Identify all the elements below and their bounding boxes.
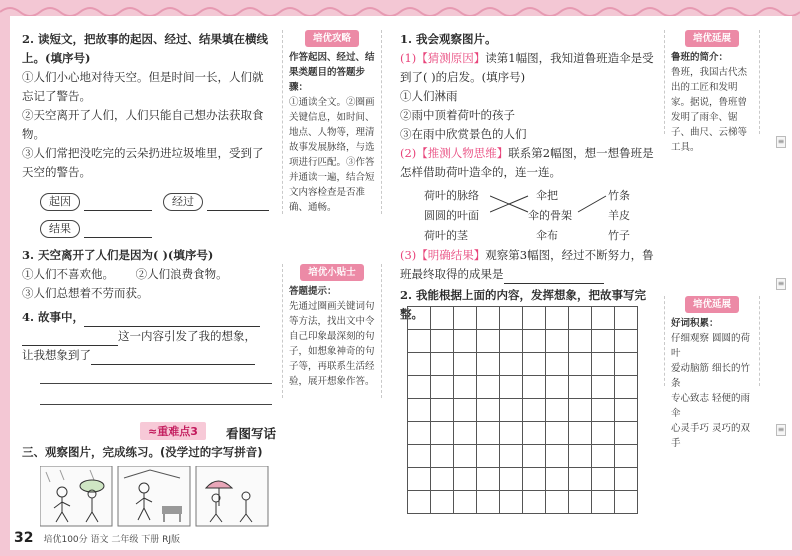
q2-option-1: ①人们小心地对待天空。但是时间一长，人们就忘记了警告。 bbox=[22, 70, 264, 103]
left-column bbox=[22, 30, 274, 182]
match-right-3[interactable]: 竹子 bbox=[608, 229, 630, 242]
r-q1-1-opt1: ①人们淋雨 bbox=[400, 89, 458, 103]
q4-line-5[interactable] bbox=[40, 404, 272, 405]
tip-2-body: 先通过圈画关键词句等方法，找出文中令自己印象最深刻的句子，如想象神奇的句子等，再联系生活经验，展开想象作答。 bbox=[289, 301, 375, 387]
process-label: 经过 bbox=[163, 193, 203, 211]
r-q1-3-tag: (3)【明确结果】 bbox=[400, 248, 486, 262]
match-mid-1[interactable]: 伞把 bbox=[536, 189, 558, 202]
r-q1-title: 1. 我会观察图片。 bbox=[400, 32, 497, 46]
q4-blank-1[interactable] bbox=[84, 313, 260, 327]
tip-2-heading: 答题提示： bbox=[289, 286, 337, 297]
tip-2-title: 培优小贴士 bbox=[300, 264, 364, 281]
word-1: 仔细观察 bbox=[671, 333, 710, 344]
tip-box-hint bbox=[282, 264, 382, 398]
r-q1-3-blank[interactable] bbox=[504, 270, 604, 284]
cause-blank[interactable] bbox=[84, 197, 152, 211]
side-2-words-row-3 bbox=[671, 391, 753, 421]
right-column bbox=[400, 30, 654, 182]
tip-1-heading: 作答起因、经过、结果类题目的答题步骤： bbox=[289, 52, 375, 93]
match-right-2[interactable]: 羊皮 bbox=[608, 209, 630, 222]
cause-label: 起因 bbox=[40, 193, 80, 211]
q2-title: 2. 读短文，把故事的起因、经过、结果填在横线上。(填序号) bbox=[22, 32, 269, 65]
q2-option-3: ③人们常把没吃完的云朵扔进垃圾堆里，受到了天空的警告。 bbox=[22, 146, 264, 179]
side-2-heading: 好词积累： bbox=[671, 318, 719, 329]
r-q1-1 bbox=[400, 49, 654, 87]
side-1-title: 培优延展 bbox=[685, 30, 739, 47]
picture-3 bbox=[196, 466, 268, 526]
side-box-luban bbox=[664, 30, 760, 153]
side-1-heading: 鲁班的简介： bbox=[671, 52, 729, 63]
q4-middle: 这一内容引发了我的想象， bbox=[118, 329, 256, 343]
q4-blank-3[interactable] bbox=[91, 351, 255, 365]
q4-line-4[interactable] bbox=[40, 383, 272, 384]
section-banner bbox=[140, 422, 206, 440]
page-number: 32 bbox=[14, 530, 34, 546]
section-title-wrap bbox=[218, 423, 276, 442]
section-title: 看图写话 bbox=[226, 426, 277, 441]
word-3: 爱动脑筋 bbox=[671, 363, 710, 374]
q3b-title: 三、观察图片，完成练习。(没学过的字写拼音) bbox=[22, 445, 263, 459]
match-line-3 bbox=[578, 196, 606, 212]
side-marker-2: ≡ bbox=[777, 279, 785, 288]
story-pictures bbox=[40, 466, 270, 528]
tip-box-strategy bbox=[282, 30, 382, 214]
r-q1-2-tag: (2)【推测人物思维】 bbox=[400, 146, 509, 160]
side-2-words-row-1 bbox=[671, 331, 753, 361]
word-6: 轻便的雨伞 bbox=[671, 393, 751, 419]
r-q2-title: 2. 我能根据上面的内容，发挥想象，把故事写完整。 bbox=[400, 288, 647, 321]
q4-line-3 bbox=[22, 346, 274, 365]
word-8: 灵巧的双手 bbox=[671, 423, 751, 449]
side-2-title: 培优延展 bbox=[685, 296, 739, 313]
match-lines bbox=[490, 190, 630, 230]
r-q1-2 bbox=[400, 144, 654, 182]
word-4: 细长的竹条 bbox=[671, 363, 751, 389]
process-blank[interactable] bbox=[207, 197, 269, 211]
q4-prefix: 4. 故事中， bbox=[22, 310, 85, 324]
tip-1-body: ①通读全文。②圈画关键信息，如时间、地点、人物等，理清故事发展脉络，与选项进行匹配。③作答并通读一遍，结合短文内容检查是否准确、通畅。 bbox=[289, 97, 375, 213]
side-2-words-row-4 bbox=[671, 421, 753, 451]
word-5: 专心致志 bbox=[671, 393, 710, 404]
q2-option-2: ②天空离开了人们，人们只能自己想办法获取食物。 bbox=[22, 108, 264, 141]
section-tag: ≈重难点3 bbox=[148, 425, 198, 438]
q4-suffix: 让我想象到了 bbox=[22, 348, 91, 362]
q4-blank-2[interactable] bbox=[22, 332, 118, 346]
match-left-2[interactable]: 圆圆的叶面 bbox=[424, 209, 479, 222]
q4-block bbox=[22, 308, 274, 365]
side-marker-1: ≡ bbox=[777, 137, 785, 146]
q3-options-row bbox=[22, 265, 274, 284]
result-label: 结果 bbox=[40, 220, 80, 238]
match-mid-3[interactable]: 伞布 bbox=[536, 229, 558, 242]
side-2-words-row-2 bbox=[671, 361, 753, 391]
r-q1-1-opt2: ②雨中顶着荷叶的孩子 bbox=[400, 108, 515, 122]
match-left-3[interactable]: 荷叶的茎 bbox=[424, 229, 468, 242]
q3-option-2: ②人们浪费食物。 bbox=[135, 267, 228, 281]
q3-block bbox=[22, 246, 274, 303]
q4-line-1 bbox=[22, 308, 274, 327]
result-blank[interactable] bbox=[84, 224, 152, 238]
side-box-words bbox=[664, 296, 760, 449]
top-wave-border bbox=[0, 0, 800, 16]
q3-option-1: ①人们不喜欢他。 bbox=[22, 267, 114, 281]
footer bbox=[14, 530, 180, 546]
r-q1-3-text: 观察第3幅图，经过不断努力，鲁班最终取得的成果是 bbox=[400, 248, 654, 281]
r-q1-1-opt3: ③在雨中欣赏景色的人们 bbox=[400, 127, 527, 141]
side-marker-3: ≡ bbox=[777, 425, 785, 434]
word-2: 圆圆的荷叶 bbox=[671, 333, 751, 359]
r-q1-3 bbox=[400, 246, 654, 284]
footer-text: 培优100分 语文 二年级 下册 RJ版 bbox=[43, 535, 181, 545]
result-row bbox=[40, 220, 152, 238]
q3-option-3: ③人们总想着不劳而获。 bbox=[22, 286, 149, 300]
picture-2 bbox=[118, 466, 190, 526]
tip-1-title: 培优攻略 bbox=[305, 30, 359, 47]
r-q1-1-tag: (1)【猜测原因】 bbox=[400, 51, 486, 65]
match-mid-2[interactable]: 伞的骨架 bbox=[528, 209, 572, 222]
cause-row bbox=[40, 193, 269, 211]
match-right-1[interactable]: 竹条 bbox=[608, 189, 630, 202]
r-q1-1-text: 读第1幅图，我知道鲁班造伞是受到了( )的启发。(填序号) bbox=[400, 51, 654, 84]
q4-line-2 bbox=[22, 327, 274, 346]
picture-1 bbox=[40, 466, 112, 526]
match-left-1[interactable]: 荷叶的脉络 bbox=[424, 189, 479, 202]
q3-title: 3. 天空离开了人们是因为( )(填序号) bbox=[22, 248, 214, 262]
side-1-body: 鲁班，我国古代杰出的工匠和发明家。据说，鲁班曾发明了雨伞、锯子、曲尺、云梯等工具。 bbox=[671, 67, 748, 153]
word-7: 心灵手巧 bbox=[671, 423, 710, 434]
r-q1-2-text: 联系第2幅图，想一想鲁班是怎样借助荷叶造伞的，连一连。 bbox=[400, 146, 654, 179]
writing-grid[interactable] bbox=[407, 306, 638, 514]
